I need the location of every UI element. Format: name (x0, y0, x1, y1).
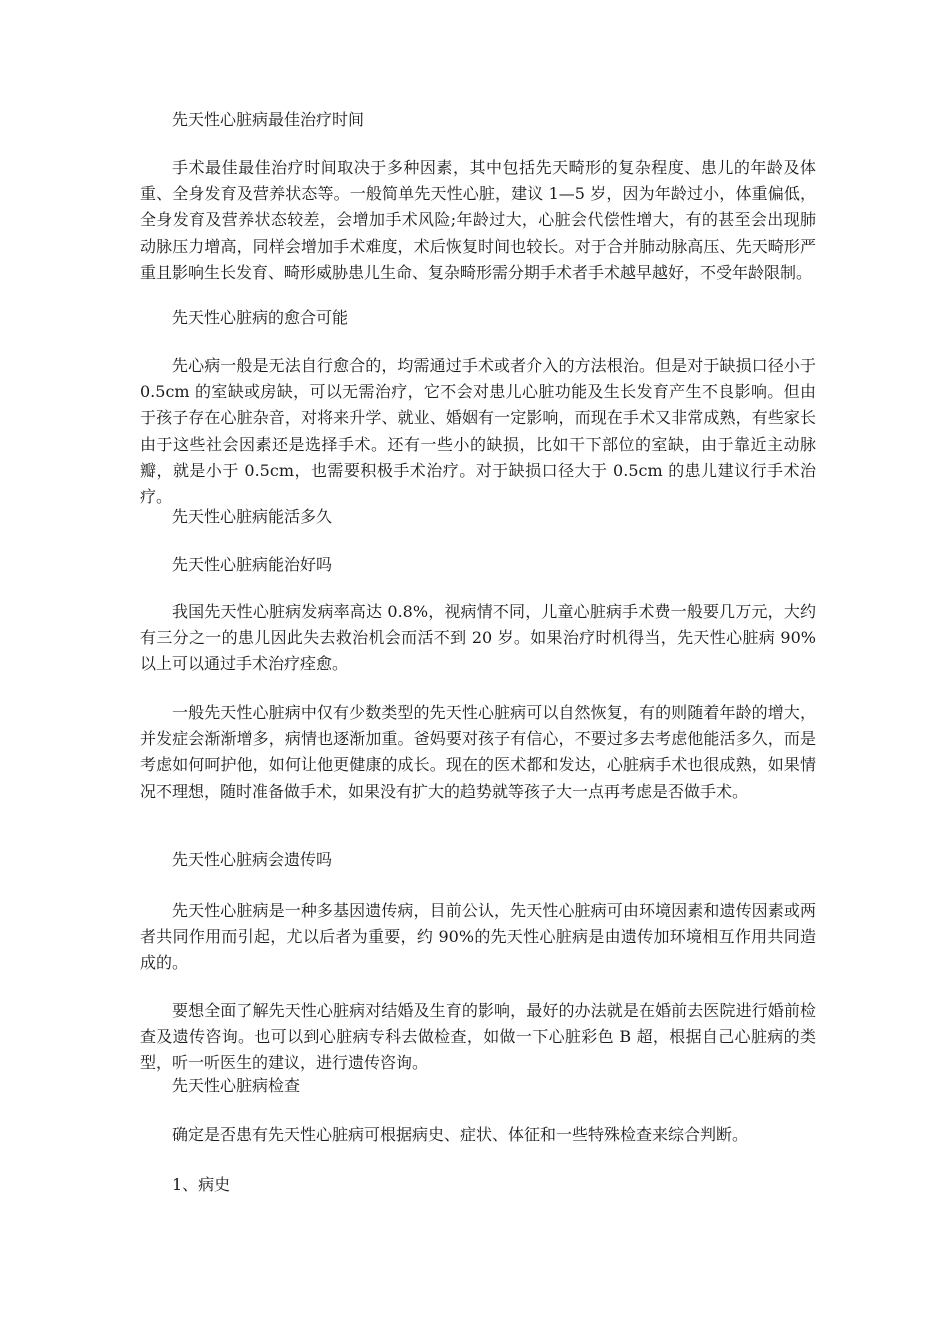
section-heading: 先天性心脏病能活多久 (172, 507, 333, 526)
section-heading: 先天性心脏病检查 (172, 1076, 301, 1095)
section-heading: 1、病史 (172, 1175, 231, 1194)
body-paragraph: 先心病一般是无法自行愈合的，均需通过手术或者介入的方法根治。但是对于缺损口径小于 0.5cm 的室缺或房缺，可以无需治疗，它不会对患儿心脏功能及生长发育产生不良影响。但由于孩子存在心脏杂音，对将来升学、就业、婚姻有一定影响，而现在手术又非常成熟，有些家长由于这些社会因素还是选择手术。还有一些小的缺损，比如干下部位的室缺，由于靠近主动脉瓣，就是小于 0.5cm，也需要积极手术治疗。对于缺损口径大于 0.5cm 的患儿建议行手术治疗。 (140, 356, 816, 507)
section-heading: 先天性心脏病能治好吗 (172, 555, 333, 574)
section-heading: 先天性心脏病最佳治疗时间 (172, 110, 365, 129)
body-paragraph: 确定是否患有先天性心脏病可根据病史、症状、体征和一些特殊检查来综合判断。 (172, 1125, 749, 1144)
body-paragraph: 我国先天性心脏病发病率高达 0.8%，视病情不同，儿童心脏病手术费一般要几万元，大约有三分之一的患儿因此失去救治机会而活不到 20 岁。如果治疗时机得当，先天性心脏病 90%以上可以通过手术治疗痊愈。 (140, 602, 816, 674)
body-paragraph: 先天性心脏病是一种多基因遗传病，目前公认，先天性心脏病可由环境因素和遗传因素或两者共同作用而引起，尤以后者为重要，约 90%的先天性心脏病是由遗传加环境相互作用共同造成的。 (140, 901, 816, 973)
section-heading: 先天性心脏病的愈合可能 (172, 308, 349, 327)
body-paragraph: 手术最佳最佳治疗时间取决于多种因素，其中包括先天畸形的复杂程度、患儿的年龄及体重、全身发育及营养状态等。一般简单先天性心脏，建议 1—5 岁，因为年龄过小，体重偏低，全身发育及营养状态较差，会增加手术风险;年龄过大，心脏会代偿性增大，有的甚至会出现肺动脉压力增高，同样会增加手术难度，术后恢复时间也较长。对于合并肺动脉高压、先天畸形严重且影响生长发育、畸形威胁患儿生命、复杂畸形需分期手术者手术越早越好，不受年龄限制。 (140, 158, 816, 282)
body-paragraph: 一般先天性心脏病中仅有少数类型的先天性心脏病可以自然恢复，有的则随着年龄的增大，并发症会渐渐增多，病情也逐渐加重。爸妈要对孩子有信心，不要过多去考虑他能活多久，而是考虑如何呵护他，如何让他更健康的成长。现在的医术都和发达，心脏病手术也很成熟，如果情况不理想，随时准备做手术，如果没有扩大的趋势就等孩子大一点再考虑是否做手术。 (140, 703, 816, 801)
body-paragraph: 要想全面了解先天性心脏病对结婚及生育的影响，最好的办法就是在婚前去医院进行婚前检查及遗传咨询。也可以到心脏病专科去做检查，如做一下心脏彩色 B 超，根据自己心脏病的类型，听一听医生的建议，进行遗传咨询。 (140, 1001, 816, 1073)
section-heading: 先天性心脏病会遗传吗 (172, 850, 333, 869)
